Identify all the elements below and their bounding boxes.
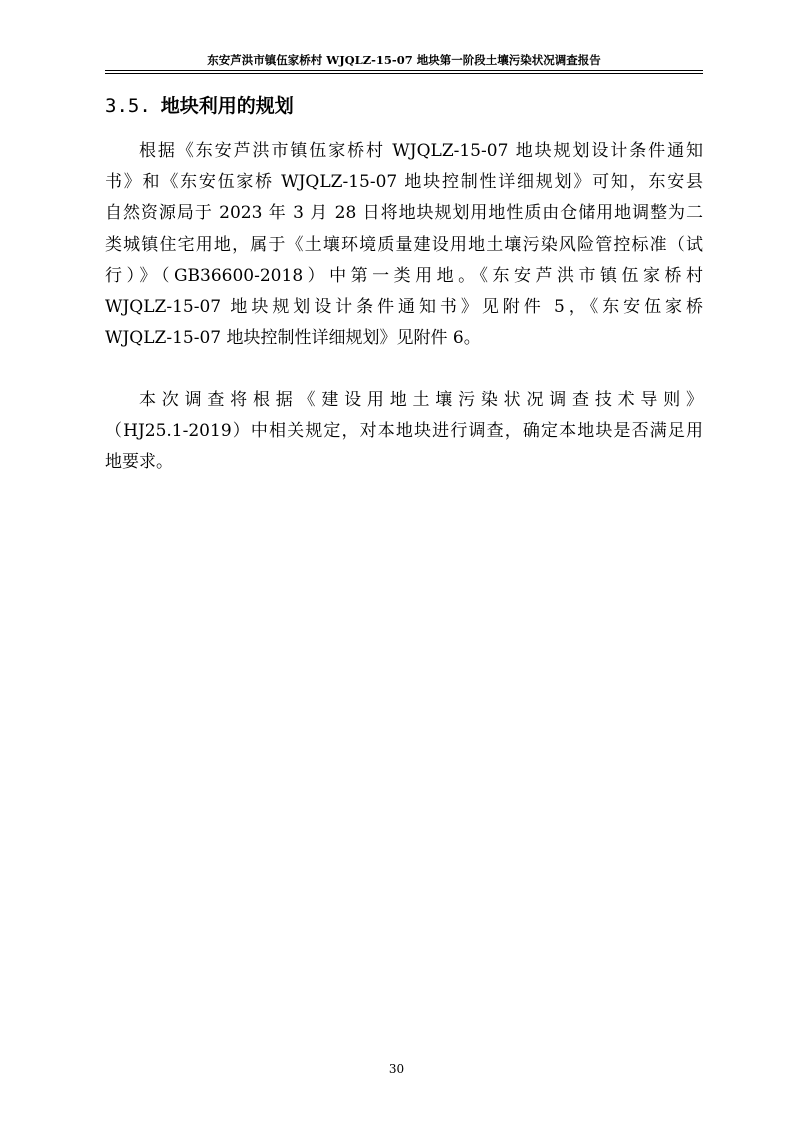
paragraph-line: 行）》（GB36600-2018）中第一类用地。《东安芦洪市镇伍家桥村 <box>105 265 703 286</box>
page-number: 30 <box>388 1062 405 1076</box>
section-heading <box>105 93 294 119</box>
paragraph-line: WJQLZ-15-07 地块控制性详细规划》见附件 6。 <box>105 328 481 349</box>
section-title: 地块利用的规划 <box>160 95 294 117</box>
page-header-title: 东安芦洪市镇伍家桥村 WJQLZ-15-07 地块第一阶段土壤污染状况调查报告 <box>207 53 601 67</box>
paragraph-line: 根据《东安芦洪市镇伍家桥村 WJQLZ-15-07 地块规划设计条件通知 <box>139 141 703 161</box>
paragraph-line: WJQLZ-15-07 地块规划设计条件通知书》见附件 5，《东安伍家桥 <box>105 297 703 318</box>
header-rule-thin <box>105 73 703 74</box>
header-rule <box>105 70 703 71</box>
paragraph-survey-basis <box>105 385 703 479</box>
paragraph-line: 自然资源局于 2023 年 3 月 28 日将地块规划用地性质由仓储用地调整为二 <box>105 203 703 224</box>
paragraph-line: （HJ25.1-2019）中相关规定，对本地块进行调查，确定本地块是否满足用 <box>105 421 703 442</box>
paragraph-line: 书》和《东安伍家桥 WJQLZ-15-07 地块控制性详细规划》可知，东安县 <box>105 172 703 193</box>
section-number: 3.5. <box>105 95 151 117</box>
paragraph-line: 本次调查将根据《建设用地土壤污染状况调查技术导则》 <box>139 390 703 410</box>
paragraph-line: 地要求。 <box>105 452 173 473</box>
paragraph-planning <box>105 136 703 354</box>
paragraph-line: 类城镇住宅用地，属于《土壤环境质量建设用地土壤污染风险管控标准（试 <box>105 234 703 255</box>
